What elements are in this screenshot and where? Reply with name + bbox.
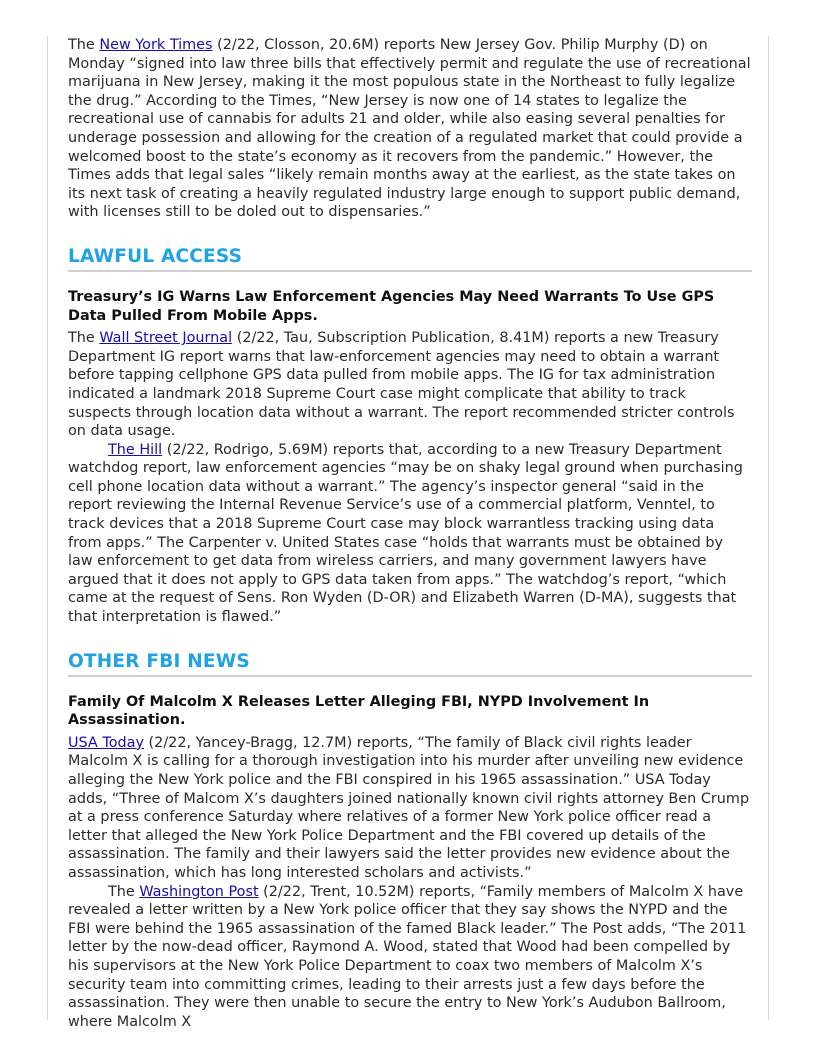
right-border-rule [768, 36, 769, 1020]
article-paragraph: The Wall Street Journal (2/22, Tau, Subscription Publication, 8.41M) reports a new Treasury Department IG report warns that law-enforcement agencies may need to obtain a warrant before tapping cellphone GPS data pulled from mobile apps. The IG for tax administration indicated a landmark 2018 Supreme Court case might complicate that ability to track suspects through location data without a warrant. The report recommended stricter controls on data usage. [68, 330, 735, 440]
paragraph-text: (2/22, Trent, 10.52M) reports, “Family members of Malcolm X have revealed a letter written by a New York police officer that they say shows the NYPD and the FBI were behind the 1965 assassination of the famed Black leader.” The Post adds, “The 2011 letter by the now-dead officer, Raymond A. Wood, stated that Wood had been compelled by his supervisors at the New York Police Department to coax two members of Malcolm X’s security team into committing crimes, leading to their arrests just a few days before the assassination. They were then unable to secure the entry to New York’s Audubon Ballroom, where Malcolm X [68, 883, 747, 1030]
newsletter-body [68, 36, 752, 1031]
paragraph-text: (2/22, Tau, Subscription Publication, 8.41M) reports a new Treasury Department IG report warns that law-enforcement agencies may need to obtain a warrant before tapping cellphone GPS data pulled from mobile apps. The IG for tax administration indicated a landmark 2018 Supreme Court case might complicate that ability to track suspects through location data without a warrant. The report recommended stricter controls on data usage. [68, 330, 735, 440]
paragraph-text: (2/22, Rodrigo, 5.69M) reports that, according to a new Treasury Department watchdog report, law enforcement agencies “may be on shaky legal ground when purchasing cell phone location data without a warrant.” The agency’s inspector general “said in the report reviewing the Internal Revenue Service’s use of a commercial platform, Venntel, to track devices that a 2018 Supreme Court case may block warrantless tracking using data from apps.” The Carpenter v. United States case “holds that warrants must be obtained by law enforcement to get data from wireless carriers, and many government lawyers have argued that it does not apply to GPS data taken from apps.” The watchdog’s report, “which came at the request of Sens. Ron Wyden (D-OR) and Elizabeth Warren (D-MA), suggests that that interpretation is flawed.” [68, 441, 743, 626]
outlet-link[interactable]: New York Times [99, 37, 213, 53]
article-paragraph [68, 441, 752, 627]
outlet-link[interactable]: USA Today [68, 734, 144, 751]
article-paragraph: The New York Times (2/22, Closson, 20.6M) reports New Jersey Gov. Philip Murphy (D) on Monday “signed into law three bills that effectively permit and regulate the use of recreational marijuana in New Jersey, making it the most populous state in the Northeast to fully legalize the drug.” According to the Times, “New Jersey is now one of 14 states to legalize the recreational use of cannabis for adults 21 and older, while also easing several penalties for underage possession and allowing for the creation of a regulated market that could provide a welcomed boost to the state’s economy as it recovers from the pandemic.” However, the Times adds that legal sales “likely remain months away at the earliest, as the state takes on its next task of creating a heavily regulated industry large enough to support public demand, with licenses still to be doled out to dispensaries.” [68, 37, 751, 221]
article-headline: Family Of Malcolm X Releases Letter Alleging FBI, NYPD Involvement In Assassination. [68, 693, 650, 729]
article-paragraph [68, 883, 752, 1032]
outlet-link[interactable]: Washington Post [139, 883, 259, 900]
section-heading-lawful-access: LAWFUL ACCESS [68, 246, 752, 272]
paragraph-text: (2/22, Closson, 20.6M) reports New Jersey Gov. Philip Murphy (D) on Monday “signed into law three bills that effectively permit and regulate the use of recreational marijuana in New Jersey, making it the most populous state in the Northeast to fully legalize the drug.” According to the Times, “New Jersey is now one of 14 states to legalize the recreational use of cannabis for adults 21 and older, while also easing several penalties for underage possession and allowing for the creation of a regulated market that could provide a welcomed boost to the state’s economy as it recovers from the pandemic.” However, the Times adds that legal sales “likely remain months away at the earliest, as the state takes on its next task of creating a heavily regulated industry large enough to support public demand, with licenses still to be doled out to dispensaries.” [68, 37, 751, 221]
outlet-link[interactable]: Wall Street Journal [99, 330, 233, 347]
section-heading-other-fbi-news: OTHER FBI NEWS [68, 651, 752, 677]
article-paragraph [68, 734, 752, 883]
paragraph-text: (2/22, Yancey-Bragg, 12.7M) reports, “The family of Black civil rights leader Malcolm X is calling for a thorough investigation into his murder after unveiling new evidence alleging the New York police and the FBI conspired in his 1965 assassination.” USA Today adds, “Three of Malcom X’s daughters joined nationally known civil rights attorney Ben Crump at a press conference Saturday where relatives of a former New York police officer read a letter that alleged the New York Police Department and the FBI covered up details of the assassination. The family and their lawyers said the letter provides new evidence about the assassination, which has long interested scholars and activists.” [68, 734, 750, 881]
outlet-link[interactable]: The Hill [108, 441, 163, 458]
left-border-rule [47, 36, 48, 1020]
article-headline: Treasury’s IG Warns Law Enforcement Agencies May Need Warrants To Use GPS Data Pulled From Mobile Apps. [68, 288, 715, 324]
paragraph-prefix: The [108, 883, 140, 900]
